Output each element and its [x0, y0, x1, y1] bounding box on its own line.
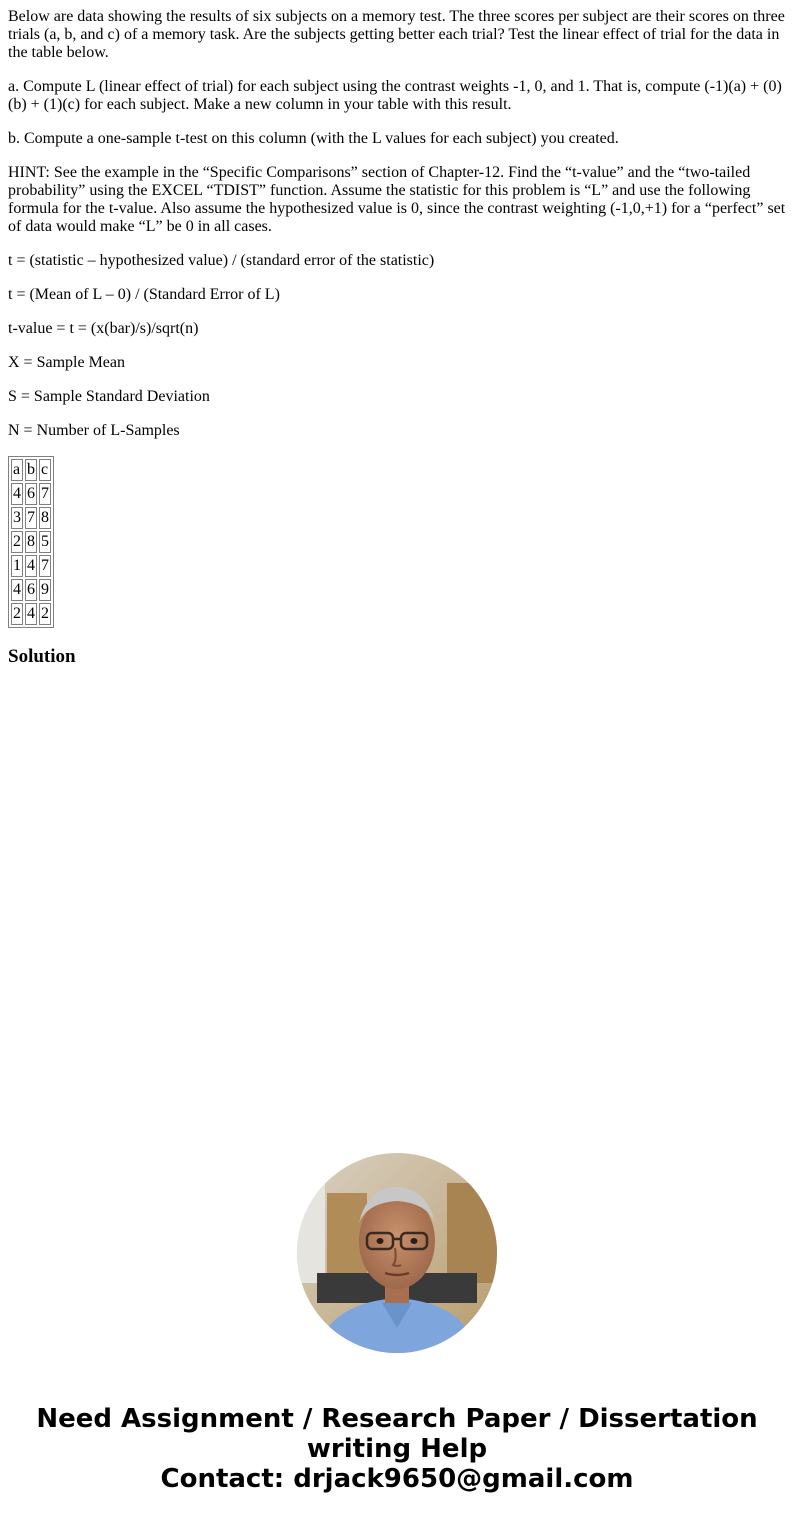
part-b-paragraph: b. Compute a one-sample t-test on this column (with the L values for each subject) you created. [8, 130, 619, 147]
table-cell: 2 [11, 531, 23, 553]
header-cell-b: b [25, 459, 37, 481]
formula-mean-of-l: t = (Mean of L – 0) / (Standard Error of L) [8, 286, 280, 303]
author-portrait-image [297, 1153, 497, 1353]
table-cell: 2 [39, 603, 51, 625]
table-cell: 7 [25, 507, 37, 529]
table-cell: 8 [39, 507, 51, 529]
table-cell: 5 [39, 531, 51, 553]
table-row [11, 603, 51, 625]
table-row [11, 579, 51, 601]
header-cell-c: c [39, 459, 51, 481]
table-cell: 6 [25, 579, 37, 601]
table-cell: 6 [25, 483, 37, 505]
part-a-paragraph: a. Compute L (linear effect of trial) for each subject using the contrast weights -1, 0, and 1. That is, compute (-1)(a) + (0)(b) + (1)(c) for each subject. Make a new column in your table with this result. [8, 78, 782, 113]
table-cell: 4 [11, 579, 23, 601]
table-cell: 7 [39, 483, 51, 505]
table-row [11, 507, 51, 529]
table-row [11, 555, 51, 577]
hint-paragraph: HINT: See the example in the “Specific Comparisons” section of Chapter-12. Find the “t-value” and the “two-tailed probability” using the EXCEL “TDIST” function. Assume the statistic for this problem is “L” and use the following formula for the t-value. Also assume the hypothesized value is 0, since the contrast weighting (-1,0,+1) for a “perfect” set of data would make “L” be 0 in all cases. [8, 164, 786, 235]
table-cell: 7 [39, 555, 51, 577]
table-cell: 9 [39, 579, 51, 601]
table-row [11, 483, 51, 505]
footer-contact-line: Contact: drjack9650@gmail.com [160, 1464, 634, 1494]
formula-statistic: t = (statistic – hypothesized value) / (standard error of the statistic) [8, 252, 435, 269]
table-header-row [11, 459, 51, 481]
definition-s: S = Sample Standard Deviation [8, 388, 210, 405]
promo-footer [0, 1404, 794, 1494]
table-cell: 4 [25, 603, 37, 625]
scores-table [8, 456, 54, 628]
table-cell: 2 [11, 603, 23, 625]
table-cell: 1 [11, 555, 23, 577]
question-content [8, 8, 788, 668]
footer-line-1: Need Assignment / Research Paper / Dissertation [36, 1404, 758, 1434]
table-cell: 4 [11, 483, 23, 505]
table-row [11, 531, 51, 553]
header-cell-a: a [11, 459, 23, 481]
intro-paragraph: Below are data showing the results of six subjects on a memory test. The three scores per subject are their scores on three trials (a, b, and c) of a memory task. Are the subjects getting better each trial? Test the linear effect of trial for the data in the table below. [8, 8, 785, 61]
author-avatar [297, 1153, 497, 1353]
definition-x: X = Sample Mean [8, 354, 125, 371]
table-cell: 3 [11, 507, 23, 529]
table-cell: 8 [25, 531, 37, 553]
solution-heading: Solution [8, 646, 76, 667]
table-cell: 4 [25, 555, 37, 577]
definition-n: N = Number of L-Samples [8, 422, 180, 439]
formula-t-value: t-value = t = (x(bar)/s)/sqrt(n) [8, 320, 199, 337]
footer-line-2: writing Help [306, 1434, 488, 1464]
